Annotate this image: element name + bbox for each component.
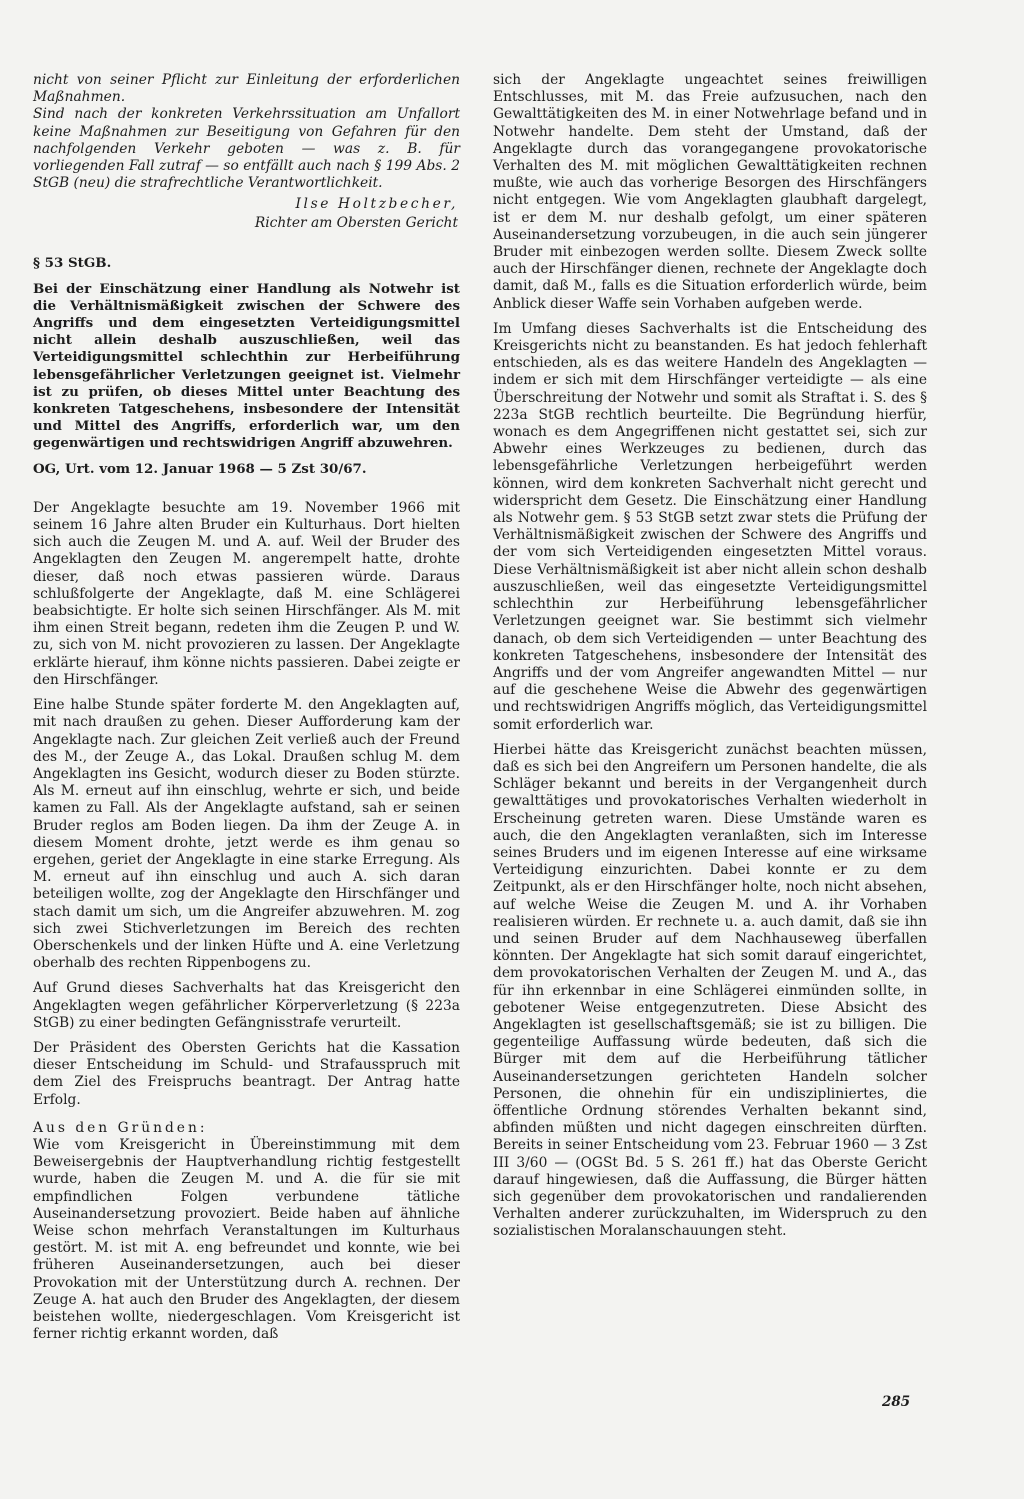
signature-name: Ilse Holtzbecher, — [295, 196, 458, 213]
headnote: Bei der Einschätzung einer Handlung als Notwehr ist die Verhältnismäßigkeit zwischen der Schwere des Angriffs und dem eingesetzten Verteidigungsmittel nicht allein deshalb auszuschließen, weil das Verteidigungsmittel schlechthin zur Herbeiführung lebensgefährlicher Verletzungen geeignet ist. Vielmehr ist zu prüfen, ob dieses Mittel unter Beachtung des konkreten Tatgeschehens, insbesondere der Intensität und Mittel des Angriffs, erforderlich war, um den gegenwärtigen und rechtswidrigen Angriff abzuwehren. — [33, 280, 460, 452]
paragraph: sich der Angeklagte ungeachtet seines freiwilligen Entschlusses, mit M. das Freie aufzusuchen, nach den Gewalttätigkeiten des M. in einer Notwehrlage befand und in Notwehr handelte. Dem steht der Umstand, daß der Angeklagte durch das vorangegangene provokatorische Verhalten des M. mit möglichen Gewalttätigkeiten rechnen mußte, wie auch das vorherige Besorgen des Hirschfängers nicht entgegen. Wie vom Angeklagten glaubhaft dargelegt, ist er dem M. nur deshalb gefolgt, um einer späteren Auseinandersetzung vorzubeugen, in die auch sein jüngerer Bruder mit einbezogen werden sollte. Diesem Zweck sollte auch der Hirschfänger dienen, rechnete der Angeklagte doch damit, daß M., falls es die Situation erforderlich würde, beim Anblick dieser Waffe sein Vorhaben aufgeben werde. — [493, 72, 927, 312]
paragraph: Der Angeklagte besuchte am 19. November 1966 mit seinem 16 Jahre alten Bruder ein Kulturhaus. Dort hielten sich auch die Zeugen M. und A. auf. Weil der Bruder des Angeklagten den Zeugen M. angerempelt hatte, drohte dieser, daß noch etwas passieren würde. Daraus schlußfolgerte der Angeklagte, daß M. eine Schlägerei beabsichtigte. Er holte sich seinen Hirschfänger. Als M. mit ihm einen Streit begann, redeten ihm die Zeugen P. und W. zu, sich von M. nicht provozieren zu lassen. Der Angeklagte erklärte hierauf, ihm könne nichts passieren. Dabei zeigte er den Hirschfänger. — [33, 499, 460, 688]
paragraph: Der Präsident des Obersten Gerichts hat die Kassation dieser Entscheidung im Schuld- und Strafausspruch mit dem Ziel des Freispruchs beantragt. Der Antrag hatte Erfolg. — [33, 1039, 460, 1108]
signature-block — [33, 195, 460, 233]
signature-title: Richter am Obersten Gericht — [254, 215, 458, 232]
paragraph: Auf Grund dieses Sachverhalts hat das Kreisgericht den Angeklagten wegen gefährlicher Körperverletzung (§ 223a StGB) zu einer bedingten Gefängnisstrafe verurteilt. — [33, 980, 460, 1031]
right-column — [493, 72, 927, 1241]
section-title: § 53 StGB. — [33, 255, 112, 272]
page-number: 285 — [882, 1394, 911, 1410]
paragraph: nicht von seiner Pflicht zur Einleitung der erforderlichen Maßnahmen. — [33, 72, 460, 106]
paragraph: Eine halbe Stunde später forderte M. den Angeklagten auf, mit nach draußen zu gehen. Dieser Aufforderung kam der Angeklagte nach. Zur gleichen Zeit verließ auch der Freund des M., der Zeuge A., das Lokal. Draußen schlug M. dem Angeklagten ins Gesicht, wodurch dieser zu Boden stürzte. Als M. erneut auf ihn einschlug, wehrte er sich, und beide kamen zu Fall. Als der Angeklagte aufstand, sah er seinen Bruder reglos am Boden liegen. Da ihm der Zeuge A. in diesem Moment drohte, jetzt werde es ihm genau so ergehen, geriet der Angeklagte in eine starke Erregung. Als M. erneut auf ihn einschlug und auch A. sich daran beteiligen wollte, zog der Angeklagte den Hirschfänger und stach damit um sich, um die Angreifer abzuwehren. M. zog sich zwei Stichverletzungen im Bereich des rechten Oberschenkels und der linken Hüfte und A. eine Verletzung oberhalb des rechten Rippenbogens zu. — [33, 697, 460, 972]
paragraph: Im Umfang dieses Sachverhalts ist die Entscheidung des Kreisgerichts nicht zu beanstanden. Es hat jedoch fehlerhaft entschieden, als es das weitere Handeln des Angeklagten — indem er sich mit dem Hirschfänger verteidigte — als eine Überschreitung der Notwehr und somit als Straftat i. S. des § 223a StGB rechtlich beurteilte. Die Begründung hierfür, wonach es dem Angegriffenen nicht gestattet sei, sich zur Abwehr eines Werkzeuges zu bedienen, durch das lebensgefährliche Verletzungen herbeigeführt werden können, wird dem konkreten Sachverhalt nicht gerecht und widerspricht dem Gesetz. Die Einschätzung einer Handlung als Notwehr gem. § 53 StGB setzt zwar stets die Prüfung der Verhältnismäßigkeit zwischen der Schwere des Angriffs und der vom sich Verteidigenden eingesetzten Mittel voraus. Diese Verhältnismäßigkeit ist aber nicht allein schon deshalb auszuschließen, weil das eingesetzte Verteidigungsmittel schlechthin zur Herbeiführung lebensgefährlicher Verletzungen geeignet war. Sie bestimmt sich vielmehr danach, ob dem sich Verteidigenden — unter Beachtung des konkreten Tatgeschehens, insbesondere der Intensität des Angriffs und der vom Angreifer angewandten Mittel — nur auf die geschehene Weise die Abwehr des gegenwärtigen und rechtswidrigen Angriffs möglich, das Verteidigungsmittel somit erforderlich war. — [493, 320, 927, 733]
citation: OG, Urt. vom 12. Januar 1968 — 5 Zst 30/67. — [33, 460, 367, 477]
paragraph: Sind nach der konkreten Verkehrssituation am Unfallort keine Maßnahmen zur Beseitigung von Gefahren für den nachfolgenden Verkehr geboten — was z. B. für vorliegenden Fall zutraf — so entfällt auch nach § 199 Abs. 2 StGB (neu) die strafrechtliche Verantwortlichkeit. — [33, 106, 460, 192]
reasons-heading: Aus den Gründen: — [33, 1119, 208, 1136]
paragraph: Wie vom Kreisgericht in Übereinstimmung mit dem Beweisergebnis der Hauptverhandlung richtig festgestellt wurde, haben die Zeugen M. und A. die für sie mit empfindlichen Folgen verbundene tätliche Auseinandersetzung provoziert. Beide haben auf ähnliche Weise schon mehrfach Veranstaltungen im Kulturhaus gestört. M. ist mit A. eng befreundet und konnte, wie bei früheren Auseinandersetzungen, auch bei dieser Provokation mit der Unterstützung durch A. rechnen. Der Zeuge A. hat auch den Bruder des Angeklagten, der diesem beistehen wollte, niedergeschlagen. Vom Kreisgericht ist ferner richtig erkannt worden, daß — [33, 1136, 460, 1343]
left-column — [33, 72, 460, 1343]
paragraph: Hierbei hätte das Kreisgericht zunächst beachten müssen, daß es sich bei den Angreifern um Personen handelte, die als Schläger bekannt und bereits in der Vergangenheit durch gewalttätiges und provokatorisches Verhalten wiederholt in Erscheinung getreten waren. Diese Umstände waren es auch, die den Angeklagten veranlaßten, sich im Interesse seines Bruders und im eigenen Interesse auf eine wirksame Verteidigung einzurichten. Dabei konnte er zu dem Zeitpunkt, als er den Hirschfänger holte, noch nicht absehen, auf welche Weise die Zeugen M. und A. ihr Vorhaben realisieren würden. Er rechnete u. a. auch damit, daß sie ihn und seinen Bruder auf dem Nachhauseweg überfallen könnten. Der Angeklagte hat sich somit darauf eingerichtet, dem provokatorischen Verhalten der Zeugen M. und A., das für ihn erkennbar in eine Schlägerei einmünden sollte, in gebotener Weise entgegenzutreten. Diese Absicht des Angeklagten ist gesellschaftsgemäß; sie ist zu billigen. Die gegenteilige Auffassung würde bedeuten, daß sich die Bürger mit dem auf die Herbeiführung tätlicher Auseinandersetzungen gerichteten Handeln solcher Personen, die ohnehin für ein undiszipliniertes, die öffentliche Ordnung störendes Verhalten bekannt sind, abfinden müßten und nicht dagegen einschreiten dürften. Bereits in seiner Entscheidung vom 23. Februar 1960 — 3 Zst III 3/60 — (OGSt Bd. 5 S. 261 ff.) hat das Oberste Gericht darauf hingewiesen, daß die Auffassung, die Bürger hätten sich gegenüber dem provokatorischen und randalierenden Verhalten anderer zurückzuhalten, im Widerspruch zu den sozialistischen Moralanschauungen steht. — [493, 741, 927, 1240]
